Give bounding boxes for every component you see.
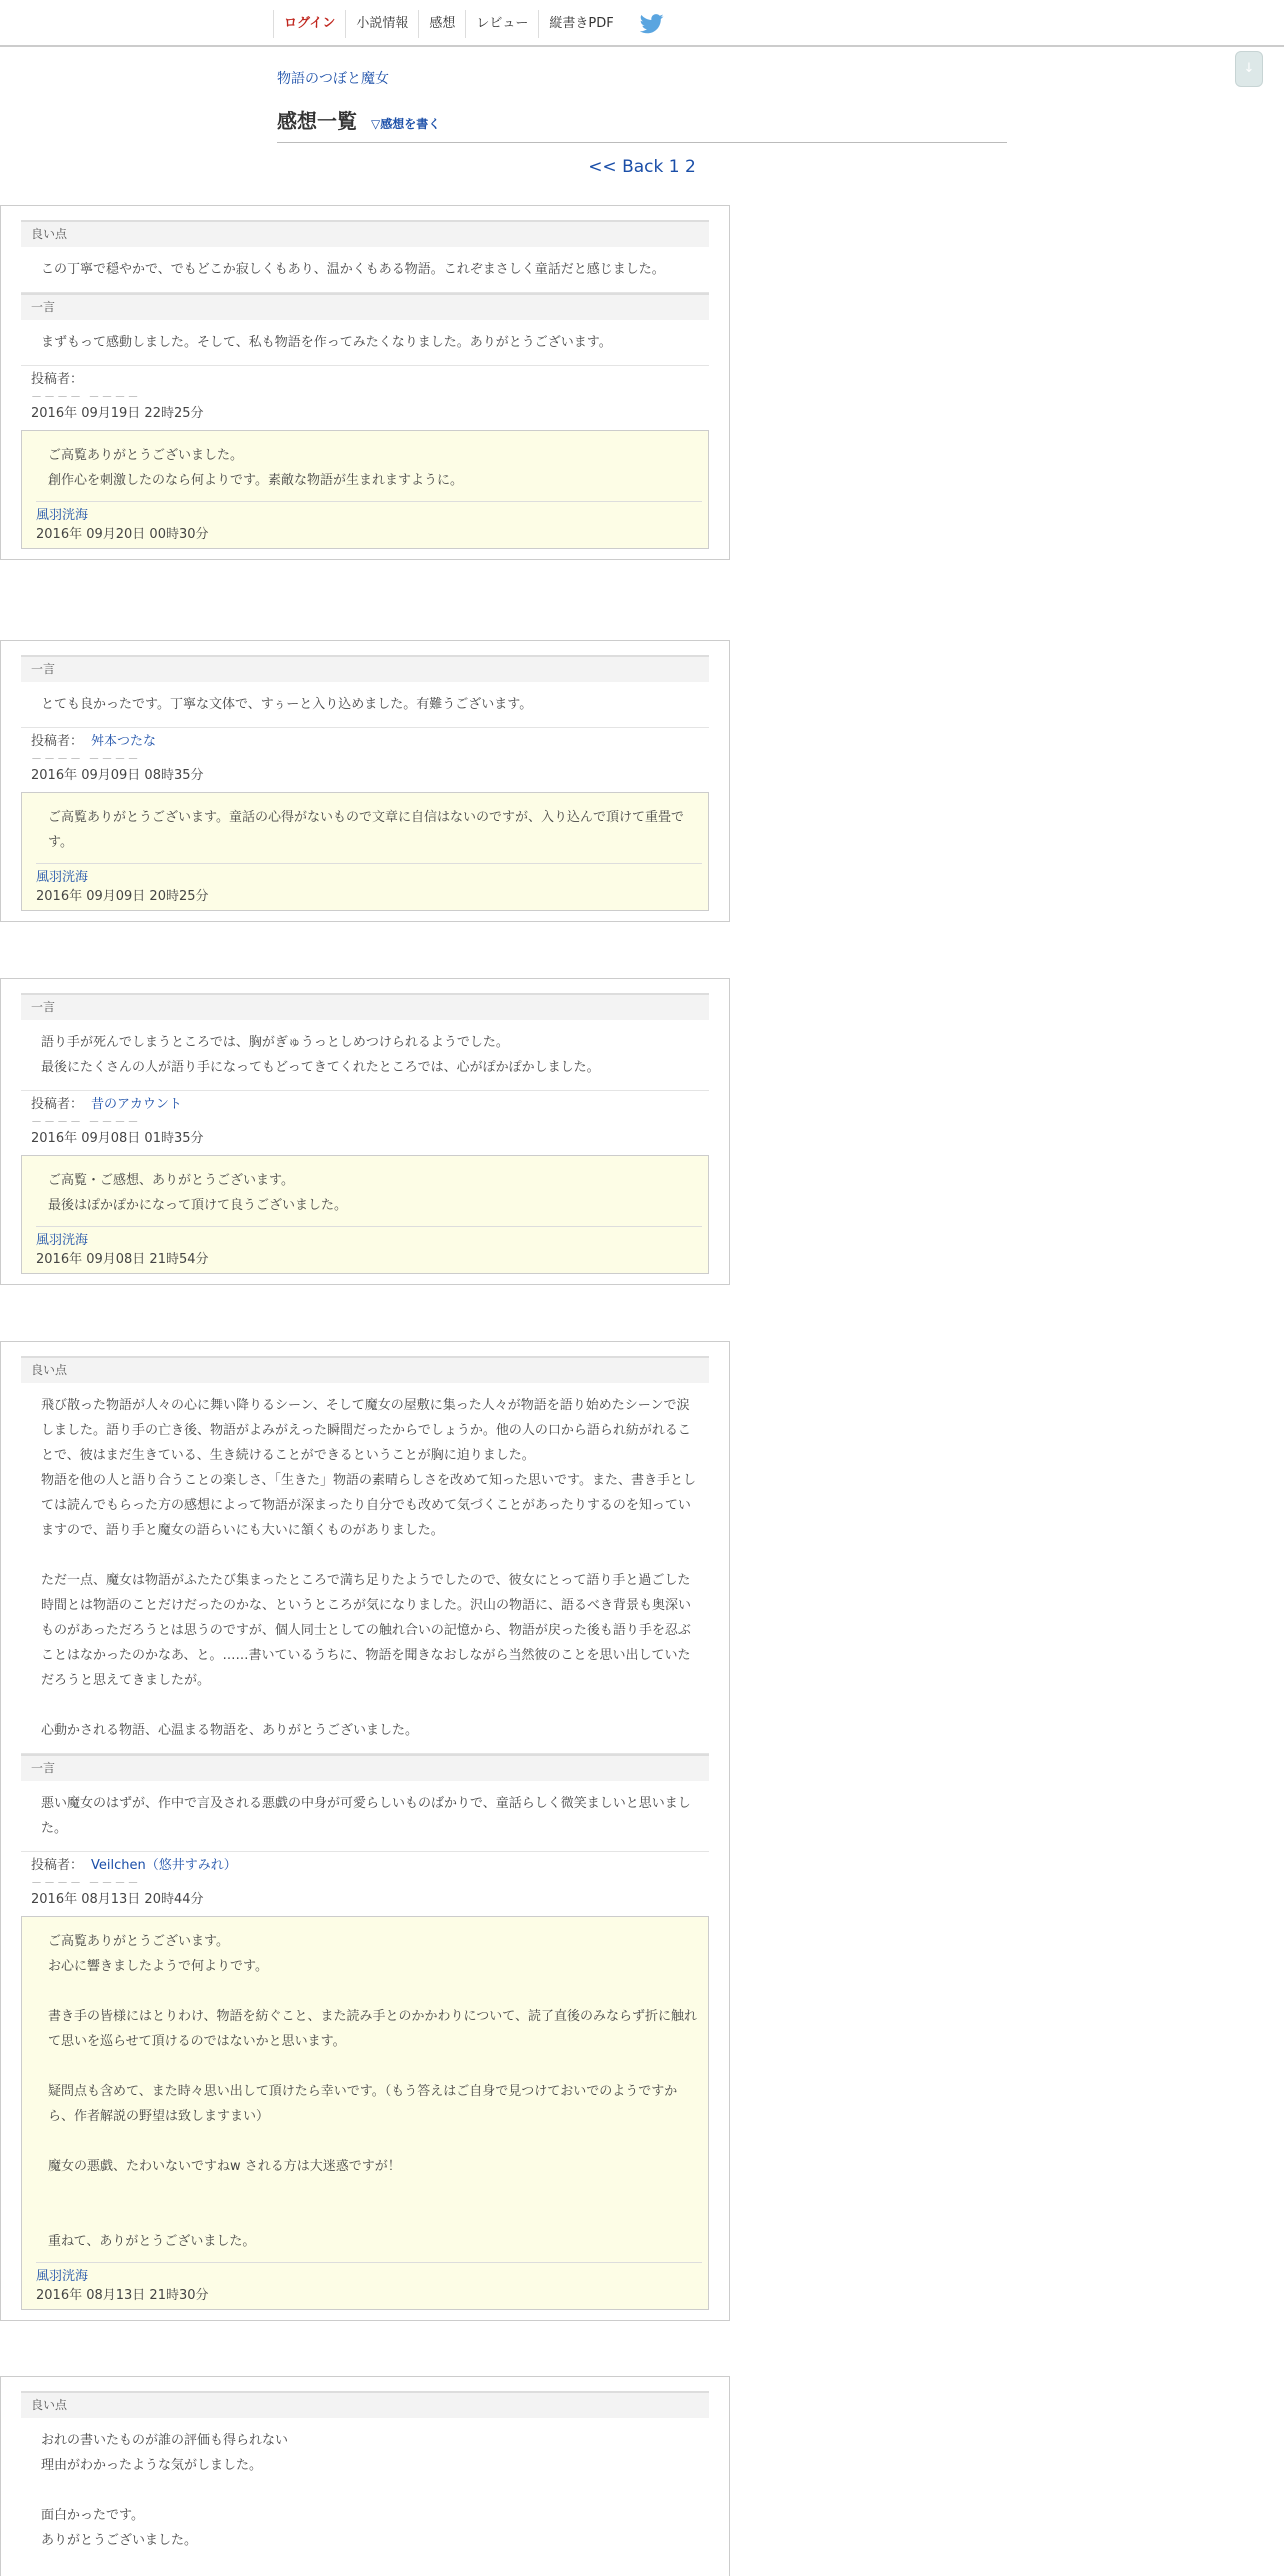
post-date: 2016年 09月09日 08時35分 (31, 768, 204, 783)
poster-dashes: －－－－ －－－－ (31, 390, 141, 403)
author-reply (21, 1916, 709, 2310)
good-points-text: この丁寧で穏やかで、でもどこか寂しくもあり、温かくもある物語。これぞまさしく童話だと感じました。 (21, 247, 709, 293)
reply-text: ご高覧ありがとうございました。 創作心を刺激したのなら何よりです。素敵な物語が生まれますように。 (36, 443, 702, 502)
poster-info (21, 1852, 709, 1910)
reply-author[interactable]: 風羽洸海 (36, 508, 89, 523)
nav-novel-info[interactable]: 小説情報 (345, 10, 418, 38)
section-head-good: 良い点 (21, 1356, 709, 1383)
poster-dashes: －－－－ －－－－ (31, 1876, 141, 1889)
top-nav-menu (273, 10, 666, 38)
reply-text: ご高覧ありがとうございます。 お心に響きましたようで何よりです。 書き手の皆様にはとりわけ、物語を紡ぐこと、また読み手とのかかわりについて、読了直後のみならず折に触れて思いを巡らせて頂けるのではないかと思います。 疑問点も含めて、また時々思い出して頂けたら幸いです。（もう答えはご自身で見つけておいでのようですから、作者解説の野望は致しますまい） 魔女の悪戯、たわいないですねw される方は大迷惑ですが！ 重ねて、ありがとうございました。 (36, 1929, 702, 2263)
poster-info (21, 728, 709, 786)
poster-dashes: －－－－ －－－－ (31, 752, 141, 765)
impression-card (0, 205, 730, 560)
poster-name[interactable]: Veilchen（悠井すみれ） (91, 1858, 237, 1873)
good-points-text: おれの書いたものが誰の評価も得られない 理由がわかったような気がしました。 面白かったです。 ありがとうございました。 (41, 2433, 289, 2548)
author-reply (21, 430, 709, 549)
nav-review[interactable]: レビュー (465, 10, 538, 38)
main-content (277, 60, 1007, 179)
poster-name[interactable]: 舛本つたな (91, 734, 157, 749)
header-divider (277, 142, 1007, 143)
section-head-good: 良い点 (21, 2391, 709, 2418)
poster-dashes: －－－－ －－－－ (31, 1115, 141, 1128)
post-date: 2016年 09月08日 01時35分 (31, 1131, 204, 1146)
reply-text: ご高覧・ご感想、ありがとうございます。 最後はぽかぽかになって頂けて良うございました。 (36, 1168, 702, 1227)
impression-card (0, 978, 730, 1285)
reply-author[interactable]: 風羽洸海 (36, 2269, 89, 2284)
nav-vertical-pdf[interactable]: 縦書きPDF (538, 10, 623, 38)
poster-info (21, 1091, 709, 1149)
reply-date: 2016年 09月20日 00時30分 (36, 527, 209, 542)
reply-author[interactable]: 風羽洸海 (36, 870, 89, 885)
write-impression-link[interactable]: ▽感想を書く (371, 117, 441, 131)
poster-name[interactable]: 昔のアカウント (91, 1097, 182, 1112)
comment-text: まずもって感動しました。そして、私も物語を作ってみたくなりました。ありがとうございます。 (21, 320, 709, 366)
nav-impressions[interactable]: 感想 (418, 10, 465, 38)
section-head-comment: 一言 (21, 1754, 709, 1781)
poster-info (21, 366, 709, 424)
top-nav (0, 0, 1284, 47)
comment-text: 語り手が死んでしまうところでは、胸がぎゅうっとしめつけられるようでした。 最後にたくさんの人が語り手になってもどってきてくれたところでは、心がぽかぽかしました。 (21, 1020, 709, 1091)
comment-text: とても良かったです。丁寧な文体で、すぅーと入り込めました。有難うございます。 (21, 682, 709, 728)
reply-date: 2016年 08月13日 21時30分 (36, 2288, 209, 2303)
section-head-comment: 一言 (21, 655, 709, 682)
pager[interactable]: << Back 1 2 (588, 157, 696, 177)
twitter-icon[interactable] (638, 10, 666, 38)
post-date: 2016年 08月13日 20時44分 (31, 1892, 204, 1907)
breadcrumb-novel-title[interactable]: 物語のつぼと魔女 (277, 71, 389, 87)
section-head-comment: 一言 (21, 293, 709, 320)
section-head-good: 良い点 (21, 220, 709, 247)
poster-label: 投稿者： (31, 1097, 84, 1112)
good-points-text: 飛び散った物語が人々の心に舞い降りるシーン、そして魔女の屋敷に集った人々が物語を語り始めたシーンで涙しました。語り手の亡き後、物語がよみがえった瞬間だったからでしょうか。他の人の口から語られ紡がれることで、彼はまだ生きている、生き続けることができるということが胸に迫りました。 物語を他の人と語り合うことの楽しさ、「生きた」物語の素晴らしさを改めて知った思いです。また、書き手としては読んでもらった方の感想によって物語が深まったり自分でも改めて気づくことがあったりするのを知っていますので、語り手と魔女の語らいにも大いに頷くものがありました。 ただ一点、魔女は物語がふたたび集まったところで満ち足りたようでしたので、彼女にとって語り手と過ごした時間とは物語のことだけだったのかな、というところが気になりました。沢山の物語に、語るべき背景も奥深いものがあっただろうとは思うのですが、個人同士としての触れ合いの記憶から、物語が戻った後も語り手を忍ぶことはなかったのかなあ、と。……書いているうちに、物語を聞きなおしながら当然彼のことを思い出していただろうと思えてきましたが。 心動かされる物語、心温まる物語を、ありがとうございました。 (21, 1383, 709, 1754)
comment-text: 悪い魔女のはずが、作中で言及される悪戯の中身が可愛らしいものばかりで、童話らしく微笑ましいと思いました。 (21, 1781, 709, 1852)
author-reply (21, 1155, 709, 1274)
reply-author[interactable]: 風羽洸海 (36, 1233, 89, 1248)
scroll-down-button[interactable]: ↓ (1235, 51, 1263, 87)
nav-login[interactable]: ログイン (273, 10, 345, 38)
post-date: 2016年 09月19日 22時25分 (31, 406, 204, 421)
poster-label: 投稿者： (31, 734, 84, 749)
poster-label: 投稿者： (31, 1858, 84, 1873)
impression-card (0, 2376, 730, 2576)
poster-label: 投稿者： (31, 372, 84, 387)
reply-text: ご高覧ありがとうございます。童話の心得がないもので文章に自信はないのですが、入り込んで頂けて重畳です。 (36, 805, 702, 864)
page-header (277, 109, 1007, 138)
section-head-comment: 一言 (21, 993, 709, 1020)
reply-date: 2016年 09月08日 21時54分 (36, 1252, 209, 1267)
author-reply (21, 792, 709, 911)
page-title: 感想一覧 (277, 109, 357, 133)
impression-card (0, 640, 730, 922)
impression-card (0, 1341, 730, 2321)
reply-date: 2016年 09月09日 20時25分 (36, 889, 209, 904)
